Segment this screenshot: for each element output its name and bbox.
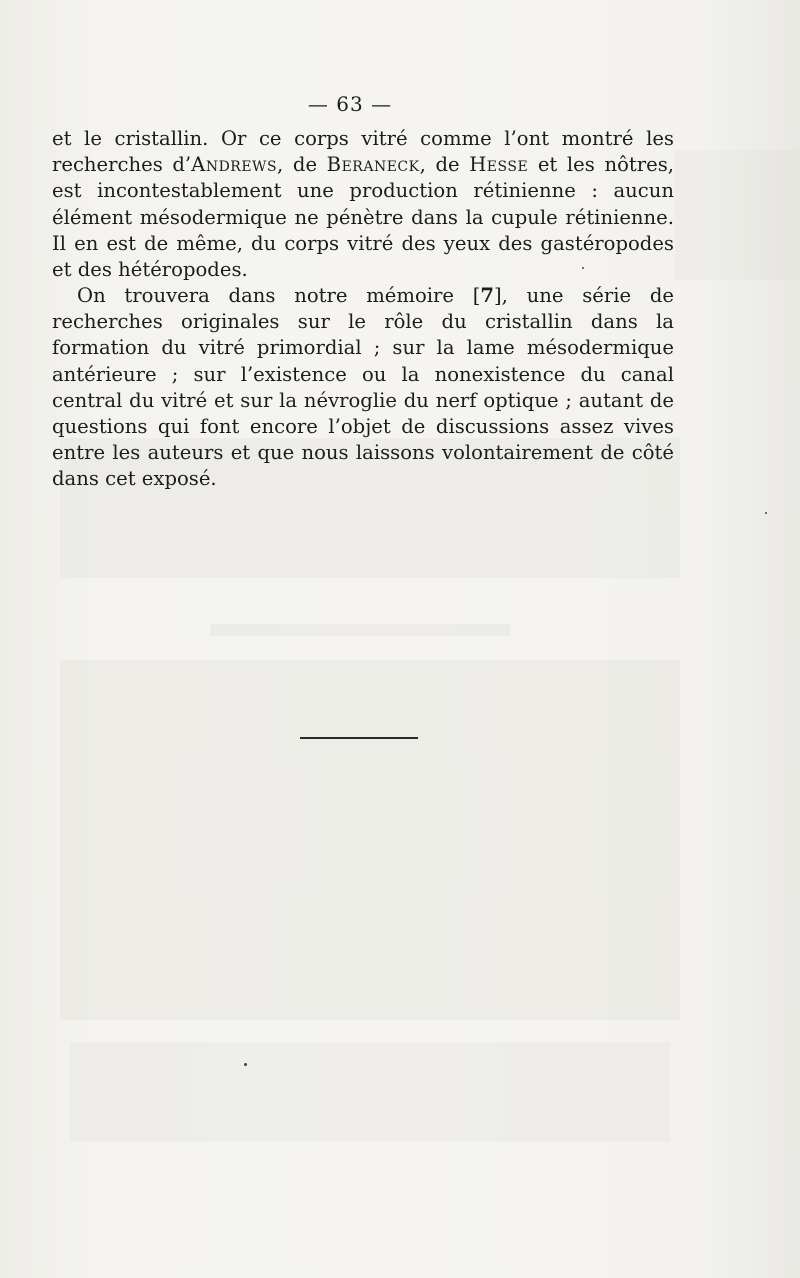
text-run: et le cristallin. Or ce corps vitré comme l’ont montré les recherches d’: [52, 127, 674, 177]
text-run: , de: [277, 153, 327, 177]
bleed-through-margin: [675, 150, 800, 280]
paragraph-1: [52, 126, 674, 283]
text-run: ], une série de recherches originales sur le rôle du cristallin dans la formation du vitré primordial ; sur la lame mésodermique antérieure ; sur l’existence ou la nonexistence du canal central du vitré et sur la névroglie du nerf optique ; autant de questions qui font encore l’objet de discussions assez vives entre les auteurs et que nous laissons volontairement de côté dans cet exposé.: [52, 284, 674, 491]
text-run: , de: [419, 153, 470, 177]
bleed-through-block-2: [60, 660, 680, 1020]
section-rule: [300, 737, 418, 739]
page-number: — 63 —: [307, 92, 393, 116]
ink-speck: [582, 267, 584, 269]
reference-number: 7: [480, 284, 495, 307]
ink-speck: [244, 1063, 247, 1066]
bleed-through-line: [210, 624, 510, 636]
bleed-through-footnote: [70, 1042, 670, 1142]
text-run: et les nôtres, est incontestablement une production rétinienne : aucun élément mésodermique ne pénètre dans la cupule rétinienne. Il en est de même, du corps vitré des yeux des gastéropodes et des hétéropodes.: [52, 153, 674, 282]
paragraph-2: [52, 283, 674, 493]
author-name: Hesse: [469, 153, 529, 177]
author-name: Andrews: [191, 153, 278, 177]
author-name: Beraneck: [326, 153, 420, 177]
ink-speck: [765, 512, 767, 514]
text-run: On trouvera dans notre mémoire [: [77, 284, 481, 307]
